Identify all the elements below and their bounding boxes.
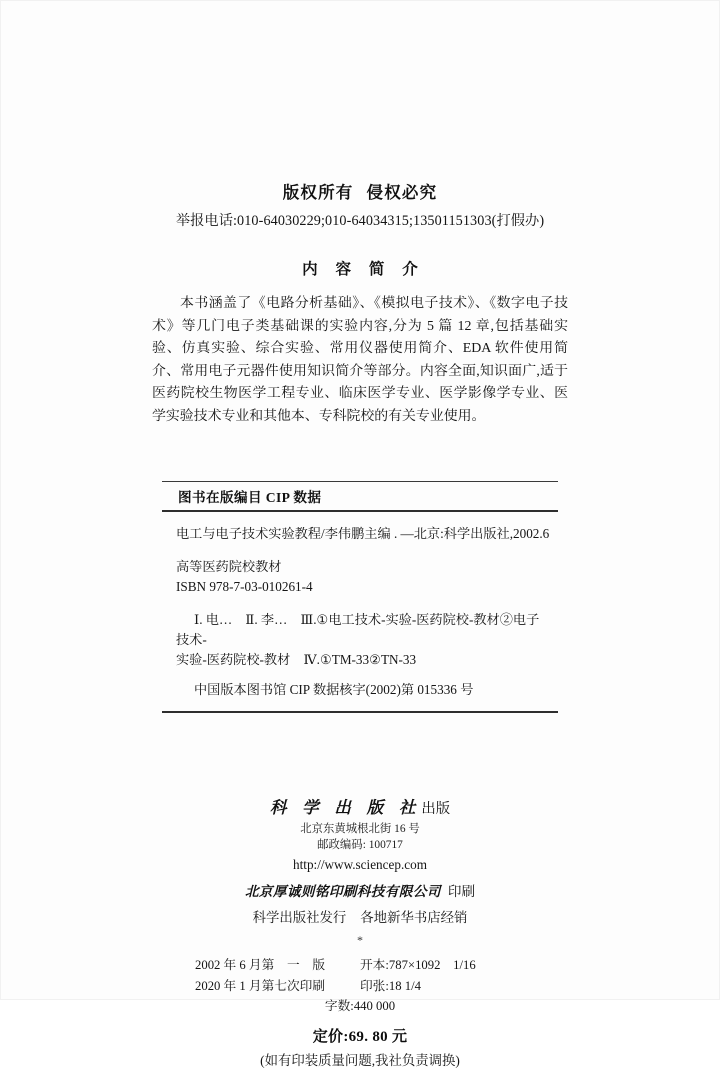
report-phone-line: 举报电话:010-64030229;010-64034315;13501151303(打假办) [175, 213, 545, 230]
publication-specs [195, 955, 525, 1017]
cip-isbn-line: ISBN 978-7-03-010261-4 [176, 578, 313, 594]
spec-row-printing [195, 976, 525, 997]
distribution-line [0, 909, 720, 927]
exchange-note: (如有印装质量问题,我社负责调换) [260, 1052, 460, 1068]
price-line: 定价:69. 80 元 [312, 1028, 408, 1045]
distributor-bookstores: 各地新华书店经销 [360, 910, 468, 926]
publisher-website-url: http://www.sciencep.com [293, 856, 427, 872]
summary-body-text: 本书涵盖了《电路分析基础》、《模拟电子技术》、《数字电子技术》等几门电子类基础课的实验内容,分为 5 篇 12 章,包括基础实验、仿真实验、综合实验、常用仪器使用简介、EDA 软件使用简介、常用电子元器件使用知识简介等部分。内容全面,知识面广,适于医药院校生物医学工程专业、临床医学专业、医学影像学专业、医学实验技术专业和其他本、专科院校的有关专业使用。 [152, 296, 568, 424]
cip-number-line: 中国版本图书馆 CIP 数据核字(2002)第 015336 号 [194, 682, 474, 698]
distributor-publisher: 科学出版社发行 [252, 910, 347, 926]
separator-asterisk: * [357, 933, 363, 948]
publisher-address: 北京东黄城根北街 16 号 [300, 823, 420, 836]
cip-title-line: 电工与电子技术实验教程/李伟鹏主编 . —北京:科学出版社,2002.6 [176, 525, 550, 541]
cip-series-line: 高等医药院校教材 [176, 558, 282, 574]
edition-date: 2002 年 6 月第 一 版 [195, 958, 326, 973]
publisher-logo-text: 科 学 出 版 社 [269, 797, 421, 817]
printer-name: 北京厚诚则铭印刷科技有限公司 [244, 883, 441, 900]
cip-header: 图书在版编目 CIP 数据 [178, 490, 322, 506]
book-format: 开本:787×1092 1/16 [360, 958, 476, 973]
publisher-logo-suffix: 出版 [421, 800, 451, 817]
cip-spacer-2 [176, 597, 552, 610]
spec-row-edition [195, 955, 525, 976]
cip-body [162, 512, 558, 709]
cip-spacer-1 [176, 544, 552, 557]
publisher-colophon [0, 797, 720, 946]
cip-data-box [162, 481, 558, 712]
cip-classification-line-1: Ⅰ. 电… Ⅱ. 李… Ⅲ.①电工技术-实验-医药院校-教材②电子技术- [176, 612, 540, 648]
copyright-notice-block [0, 184, 720, 230]
printing-date: 2020 年 1 月第七次印刷 [195, 978, 326, 993]
cip-rule-bottom [162, 711, 558, 712]
cip-spacer-3 [176, 670, 552, 680]
printer-line [0, 883, 720, 901]
publisher-logo-line [0, 797, 720, 819]
copyright-title-right: 侵权必究 [366, 183, 438, 202]
copyright-title-left: 版权所有 [282, 183, 354, 202]
word-count: 字数:440 000 [324, 999, 396, 1014]
printer-suffix: 印刷 [447, 883, 476, 899]
summary-heading: 内 容 简 介 [302, 261, 425, 279]
print-sheets: 印张:18 1/4 [360, 978, 421, 993]
publisher-zipcode: 邮政编码: 100717 [317, 839, 403, 852]
cip-classification-line-2: 实验-医药院校-教材 Ⅳ.①TM-33②TN-33 [176, 652, 417, 668]
copyright-title [0, 184, 720, 202]
